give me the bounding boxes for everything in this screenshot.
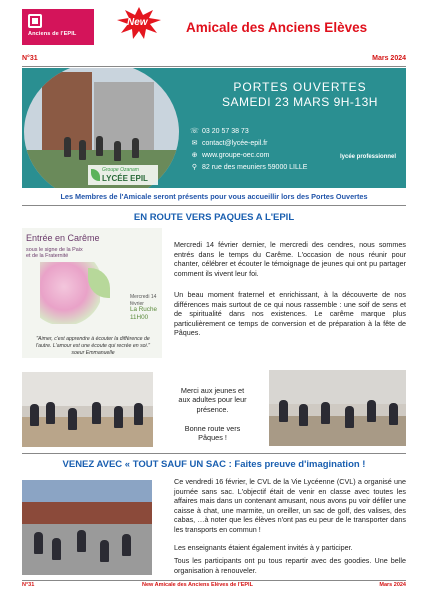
- poster-date: Mercredi 14 février: [130, 294, 157, 307]
- article2-paragraph: Ce vendredi 16 février, le CVL de la Vie Lycéenne (CVL) a organisé une journée sans sac. L'objectif était de venir en classe avec toutes les affaires mais dans un contenant amusant, nous avons pu voir défiler une caisse à chat, une marmite, un oreiller, un sac de golf, des valises, des cabas, …à noter que les élèves n'ont pas eu peur de le transporter dans les transports en commun !: [174, 477, 406, 534]
- contact-phone: ☏ 03 20 57 38 73: [190, 128, 249, 135]
- mail-icon: ✉: [191, 140, 198, 147]
- divider: [22, 205, 406, 206]
- lent-poster: [22, 228, 162, 358]
- lycee-logo: [88, 165, 158, 185]
- gathering-photo: [269, 370, 406, 446]
- issue-date: Mars 2024: [372, 55, 406, 62]
- page-footer: [22, 582, 406, 592]
- footer-title: New Amicale des Anciens Elèves de l'EPIL: [142, 582, 253, 588]
- footer-date: Mars 2024: [379, 582, 406, 588]
- poster-quote: "Aimer, c'est apprendre à écouter la différence de l'autre. L'amour est une écoute qui recrée en soi." soeur Emmanuelle: [36, 336, 150, 356]
- banner-caption: Les Membres de l'Amicale seront présents pour vous accueillir lors des Portes Ouvertes: [60, 192, 368, 201]
- logo-text: Anciens de l'EPIL: [28, 31, 77, 37]
- schoolyard-photo: [22, 480, 152, 575]
- page-header: [0, 0, 424, 52]
- poster-place: La Ruche 11H00: [130, 306, 157, 322]
- amicale-logo: [22, 9, 94, 45]
- open-day-banner: [22, 68, 406, 188]
- page-title: Amicale des Anciens Elèves: [186, 20, 368, 35]
- leaf-icon: [91, 169, 100, 181]
- globe-icon: ⊕: [191, 152, 198, 159]
- new-badge-label: New: [127, 17, 148, 28]
- divider: [22, 580, 406, 581]
- article1-heading: EN ROUTE VERS PAQUES A L'EPIL: [133, 212, 295, 223]
- banner-date: SAMEDI 23 MARS 9H-13H: [222, 95, 378, 109]
- poster-title: Entrée en Carême: [26, 233, 100, 243]
- school-type: lycée professionnel: [340, 154, 397, 160]
- phone-icon: ☏: [190, 128, 199, 135]
- divider: [22, 453, 406, 454]
- ceremony-photo: [22, 372, 153, 447]
- contact-email: ✉ contact@lycée-epil.fr: [191, 140, 268, 147]
- thanks-note: Merci aux jeunes et aux adultes pour leur présence.: [178, 386, 247, 414]
- poster-subtitle: sous le signe de la Paix et de la Fraternité: [26, 247, 83, 260]
- article1-paragraph: Un beau moment fraternel et enrichissant, à la découverte de nos différences mais surtout de ce qui nous rassemble : une soif de sens et de spiritualité dans nos existences. Le carême marque plus particulièrement ce temps de conversion et de préparation à la fête de Pâques.: [174, 290, 406, 337]
- article2-paragraph: Les enseignants étaient également invités à y participer.: [174, 543, 353, 552]
- school-group: Groupe Ozanam: [102, 167, 139, 173]
- easter-wish: Bonne route vers Pâques !: [184, 424, 241, 443]
- issue-number: N°31: [22, 55, 38, 62]
- logo-icon: [28, 14, 42, 28]
- article2-heading: VENEZ AVEC « TOUT SAUF UN SAC : Faites preuve d'imagination !: [62, 459, 366, 470]
- banner-headline: PORTES OUVERTES: [233, 80, 367, 94]
- footer-issue: N°31: [22, 582, 35, 588]
- contact-address: ⚲ 82 rue des meuniers 59000 LILLE: [191, 164, 308, 171]
- article2-paragraph: Tous les participants ont pu tous repartir avec des goodies. Une belle organisation à renouveler.: [174, 556, 406, 575]
- new-star-icon: [115, 6, 163, 40]
- divider: [22, 66, 406, 67]
- location-icon: ⚲: [191, 164, 198, 171]
- article1-paragraph: Mercredi 14 février dernier, le mercredi des cendres, nous sommes entrés dans le temps du Carême. L'occasion de nous réunir pour chanter, célébrer et écouter le témoignage de jeunes qui ont pu partager comment ils vivent leur foi.: [174, 240, 406, 278]
- school-name: LYCÉE EPIL: [102, 174, 148, 183]
- contact-website: ⊕ www.groupe-oec.com: [191, 152, 270, 159]
